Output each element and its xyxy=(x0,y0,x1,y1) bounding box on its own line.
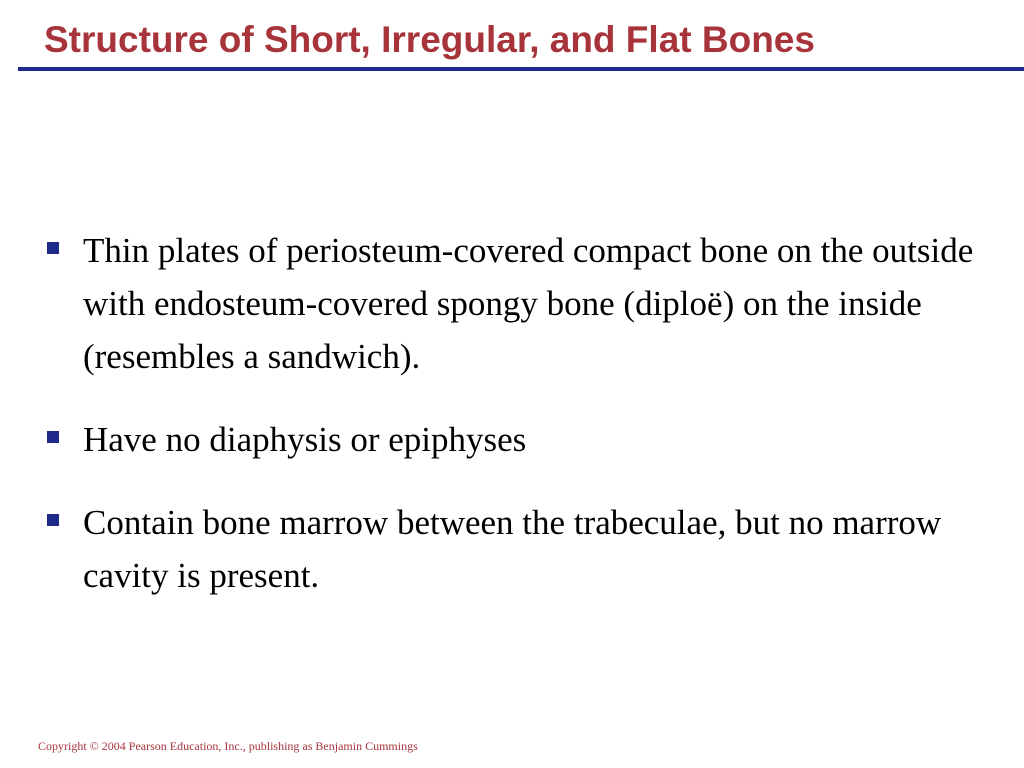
bullet-list xyxy=(0,224,1024,632)
title-underline xyxy=(18,67,1024,71)
bullet-item xyxy=(0,224,1024,383)
square-bullet-icon xyxy=(47,431,59,443)
copyright-footer: Copyright © 2004 Pearson Education, Inc., publishing as Benjamin Cummings xyxy=(38,739,418,753)
bullet-item xyxy=(0,496,1024,602)
slide-title: Structure of Short, Irregular, and Flat Bones xyxy=(44,19,815,60)
bullet-text: Have no diaphysis or epiphyses xyxy=(83,420,527,459)
square-bullet-icon xyxy=(47,242,59,254)
bullet-text: Contain bone marrow between the trabeculae, but no marrow cavity is present. xyxy=(83,503,942,595)
bullet-text: Thin plates of periosteum-covered compact bone on the outside with endosteum-covered spongy bone (diploë) on the inside (resembles a sandwich). xyxy=(83,231,974,376)
bullet-item xyxy=(0,413,1024,466)
square-bullet-icon xyxy=(47,514,59,526)
